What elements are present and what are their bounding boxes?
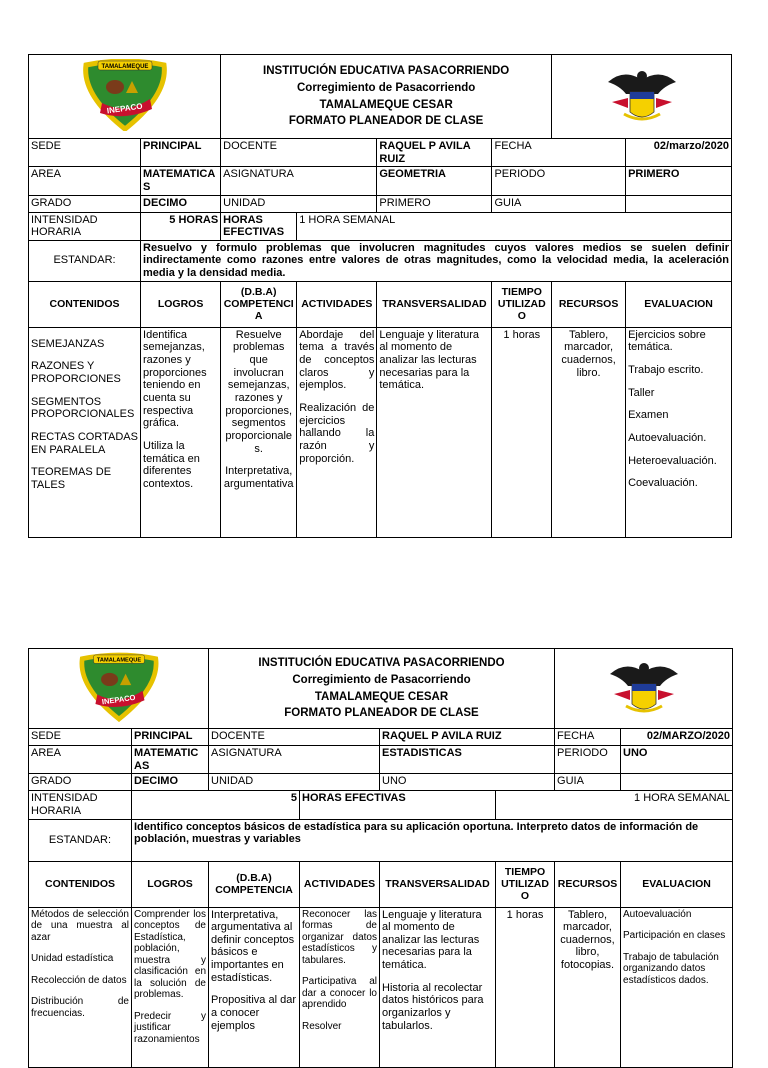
- periodo-value: PRIMERO: [626, 167, 732, 195]
- area-label: AREA: [29, 746, 132, 774]
- list-item: Interpretativa, argumentativa al definir conceptos básicos e importantes en estadísticas.: [211, 908, 295, 984]
- estandar-label: ESTANDAR:: [29, 819, 132, 861]
- unidad-value: UNO: [380, 774, 555, 791]
- col-actividades: ACTIVIDADES: [297, 281, 377, 327]
- list-item: SEGMENTOS PROPORCIONALES: [31, 395, 135, 421]
- fecha-value: 02/MARZO/2020: [621, 729, 733, 746]
- area-value: MATEMATICAS: [141, 167, 221, 195]
- sede-label: SEDE: [29, 729, 132, 746]
- intensidad-value: 5: [132, 791, 300, 819]
- list-item: Resolver: [302, 1020, 342, 1032]
- list-item: Abordaje del tema a través de conceptos claros y ejemplos.: [299, 328, 375, 392]
- list-item: Comprender los conceptos de Estadística, población, muestra y clasificación en la solución de problemas.: [134, 908, 206, 1001]
- asignatura-label: ASIGNATURA: [221, 167, 377, 195]
- list-item: Participativa al dar a conocer lo aprendido: [302, 976, 377, 1011]
- list-item: Realización de ejercicios hallando la razón y proporción.: [299, 401, 375, 465]
- list-item: Autoevaluación.: [628, 431, 707, 444]
- docente-label: DOCENTE: [221, 139, 377, 167]
- area-value: MATEMATICAS: [132, 746, 209, 774]
- periodo-value: UNO: [621, 746, 733, 774]
- evaluacion-cell: [621, 907, 733, 1067]
- school-shield-icon: [69, 652, 169, 722]
- intensidad-value: 5 HORAS: [141, 212, 221, 240]
- list-item: Ejercicios sobre temática.: [628, 328, 706, 354]
- col-recursos: RECURSOS: [552, 281, 626, 327]
- col-tiempo: TIEMPO UTILIZADO: [492, 281, 552, 327]
- list-item: Lenguaje y literatura al momento de analizar las lecturas necesarias para la temática.: [382, 908, 482, 972]
- unidad-label: UNIDAD: [209, 774, 380, 791]
- contenidos-cell: [29, 907, 132, 1067]
- sede-label: SEDE: [29, 139, 141, 167]
- recursos-cell: Tablero, marcador, cuadernos, libro, fotocopias.: [555, 907, 621, 1067]
- col-competencia: (D.B.A) COMPETENCIA: [209, 861, 300, 907]
- guia-label: GUIA: [492, 195, 626, 212]
- list-item: RAZONES Y PROPORCIONES: [31, 360, 121, 386]
- svg-text:INEPACO: INEPACO: [105, 101, 143, 116]
- list-item: Resuelve problemas que involucran semejanzas, razones y proporciones, segmentos proporcionales.: [225, 328, 293, 455]
- col-transversalidad: TRANSVERSALIDAD: [380, 861, 496, 907]
- guia-label: GUIA: [555, 774, 621, 791]
- school-shield-icon: [72, 59, 178, 131]
- list-item: Unidad estadística: [31, 953, 114, 965]
- plan-2-header-title: INSTITUCIÓN EDUCATIVA PASACORRIENDO Corregimiento de Pasacorriendo TAMALAMEQUE CESAR FORMATO PLANEADOR DE CLASE: [209, 649, 555, 729]
- guia-value: [626, 195, 732, 212]
- grado-value: DECIMO: [132, 774, 209, 791]
- estandar-text: Identifico conceptos básicos de estadística para su aplicación oportuna. Interpreto datos de información de población, muestras y variables: [132, 819, 733, 861]
- col-contenidos: CONTENIDOS: [29, 281, 141, 327]
- logros-cell: [132, 907, 209, 1067]
- actividades-cell: [300, 907, 380, 1067]
- recursos-cell: Tablero, marcador, cuadernos, libro.: [552, 327, 626, 537]
- col-actividades: ACTIVIDADES: [300, 861, 380, 907]
- svg-text:INEPACO: INEPACO: [100, 692, 136, 707]
- horas-semanal-value: 1 HORA SEMANAL: [496, 791, 733, 819]
- col-contenidos: CONTENIDOS: [29, 861, 132, 907]
- list-item: Reconocer las formas de organizar datos estadísticos y tabulares.: [302, 908, 377, 966]
- list-item: Distribución de frecuencias.: [31, 996, 129, 1019]
- asignatura-value: GEOMETRIA: [377, 167, 492, 195]
- fecha-label: FECHA: [555, 729, 621, 746]
- list-item: Trabajo escrito.: [628, 364, 704, 377]
- list-item: Interpretativa, argumentativa: [223, 465, 294, 490]
- list-item: Taller: [628, 386, 655, 399]
- docente-label: DOCENTE: [209, 729, 380, 746]
- list-item: Autoevaluación: [623, 908, 692, 920]
- list-item: TEOREMAS DE TALES: [31, 466, 112, 491]
- col-evaluacion: EVALUACION: [621, 861, 733, 907]
- col-logros: LOGROS: [132, 861, 209, 907]
- tiempo-cell: 1 horas: [496, 907, 555, 1067]
- periodo-label: PERIODO: [492, 167, 626, 195]
- logros-cell: [141, 327, 221, 537]
- list-item: Utiliza la temática en diferentes contextos.: [143, 439, 200, 490]
- list-item: Heteroevaluación.: [628, 454, 717, 467]
- unidad-label: UNIDAD: [221, 195, 377, 212]
- col-tiempo: TIEMPO UTILIZADO: [496, 861, 555, 907]
- list-item: Predecir y justificar razonamientos: [134, 1010, 206, 1045]
- national-crest-cell: [552, 55, 732, 139]
- area-label: AREA: [29, 167, 141, 195]
- estandar-label: ESTANDAR:: [29, 240, 141, 281]
- colombia-coat-of-arms-icon: [602, 62, 682, 128]
- fecha-value: 02/marzo/2020: [626, 139, 732, 167]
- colombia-coat-of-arms-icon: [604, 654, 684, 720]
- col-evaluacion: EVALUACION: [626, 281, 732, 327]
- col-transversalidad: TRANSVERSALIDAD: [377, 281, 492, 327]
- list-item: Examen: [628, 409, 669, 422]
- transversalidad-cell: Lenguaje y literatura al momento de analizar las lecturas necesarias para la temática.: [377, 327, 492, 537]
- col-recursos: RECURSOS: [555, 861, 621, 907]
- list-item: Métodos de selección de una muestra al azar: [31, 908, 129, 943]
- national-crest-cell: [555, 649, 733, 729]
- transversalidad-cell: [380, 907, 496, 1067]
- intensidad-label: INTENSIDAD HORARIA: [29, 212, 141, 240]
- lesson-plan-2: [28, 648, 733, 1068]
- svg-text:TAMALAMEQUE: TAMALAMEQUE: [101, 63, 149, 70]
- evaluacion-cell: [626, 327, 732, 537]
- fecha-label: FECHA: [492, 139, 626, 167]
- list-item: SEMEJANZAS: [31, 337, 105, 350]
- sede-value: PRINCIPAL: [141, 139, 221, 167]
- lesson-plan-1: [28, 54, 732, 538]
- tiempo-cell: 1 horas: [492, 327, 552, 537]
- docente-value: RAQUEL P AVILA RUIZ: [380, 729, 555, 746]
- estandar-text: Resuelvo y formulo problemas que involucren magnitudes cuyos valores medios se suelen definir indirectamente como razones entre valores de otras magnitudes, como la velocidad media, la aceleración media y la densidad media.: [141, 240, 732, 281]
- list-item: Identifica semejanzas, razones y proporciones teniendo en cuenta su respectiva gráfica.: [143, 328, 207, 430]
- col-logros: LOGROS: [141, 281, 221, 327]
- grado-label: GRADO: [29, 774, 132, 791]
- grado-label: GRADO: [29, 195, 141, 212]
- col-competencia: (D.B.A) COMPETENCIA: [221, 281, 297, 327]
- list-item: Coevaluación.: [628, 477, 698, 490]
- asignatura-value: ESTADISTICAS: [380, 746, 555, 774]
- guia-value: [621, 774, 733, 791]
- docente-value: RAQUEL P AVILA RUIZ: [377, 139, 492, 167]
- periodo-label: PERIODO: [555, 746, 621, 774]
- list-item: Propositiva al dar a conocer ejemplos: [211, 994, 296, 1032]
- school-logo-cell: [29, 649, 209, 729]
- competencia-cell: [221, 327, 297, 537]
- list-item: Recolección de datos: [31, 974, 127, 986]
- asignatura-label: ASIGNATURA: [209, 746, 380, 774]
- horas-efectivas-label: HORAS EFECTIVAS: [300, 791, 496, 819]
- unidad-value: PRIMERO: [377, 195, 492, 212]
- list-item: Trabajo de tabulación organizando datos estadísticos dados.: [623, 951, 719, 986]
- list-item: Historia al recolectar datos históricos para organizarlos y tabularlos.: [382, 981, 484, 1032]
- school-logo-cell: [29, 55, 221, 139]
- svg-text:TAMALAMEQUE: TAMALAMEQUE: [96, 657, 141, 664]
- plan-1-header-title: INSTITUCIÓN EDUCATIVA PASACORRIENDO Corregimiento de Pasacorriendo TAMALAMEQUE CESAR FORMATO PLANEADOR DE CLASE: [221, 55, 552, 139]
- competencia-cell: [209, 907, 300, 1067]
- contenidos-cell: [29, 327, 141, 537]
- horas-semanal-value: 1 HORA SEMANAL: [297, 212, 732, 240]
- horas-efectivas-label: HORAS EFECTIVAS: [221, 212, 297, 240]
- list-item: RECTAS CORTADAS EN PARALELA: [31, 430, 138, 456]
- grado-value: DECIMO: [141, 195, 221, 212]
- list-item: Participación en clases: [623, 930, 726, 942]
- intensidad-label: INTENSIDAD HORARIA: [29, 791, 132, 819]
- sede-value: PRINCIPAL: [132, 729, 209, 746]
- actividades-cell: [297, 327, 377, 537]
